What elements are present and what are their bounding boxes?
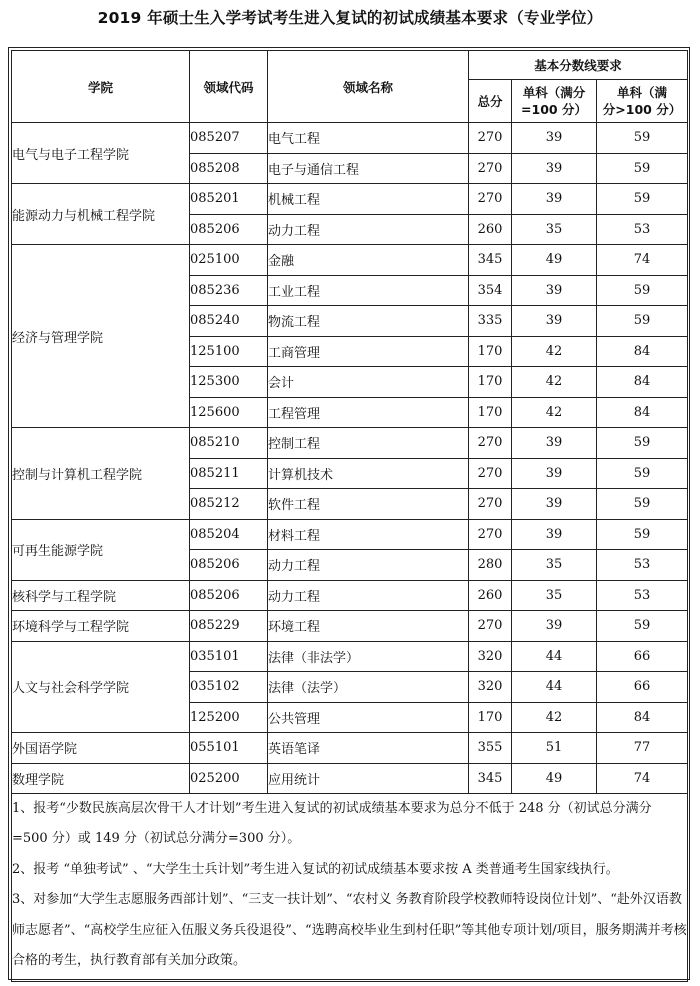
field-code-cell: 025200 xyxy=(190,763,268,794)
table-row xyxy=(12,123,688,154)
field-code-cell: 125100 xyxy=(190,336,268,367)
single-gt100-score-cell: 59 xyxy=(597,519,688,550)
single-gt100-score-cell: 59 xyxy=(597,489,688,520)
college-cell: 经济与管理学院 xyxy=(12,245,190,428)
college-cell: 核科学与工程学院 xyxy=(12,580,190,611)
total-score-cell: 170 xyxy=(469,702,512,733)
single-100-score-cell: 42 xyxy=(512,397,597,428)
table-row xyxy=(12,733,688,764)
single-gt100-score-cell: 84 xyxy=(597,336,688,367)
field-name-cell: 动力工程 xyxy=(268,550,469,581)
header-single-100-line1: 单科（满分 xyxy=(522,85,586,100)
total-score-cell: 354 xyxy=(469,275,512,306)
field-name-cell: 公共管理 xyxy=(268,702,469,733)
note-3: 3、对参加“大学生志愿服务西部计划”、“三支一扶计划”、“农村义 务教育阶段学校教师特设岗位计划”、“赴外汉语教师志愿者”、“高校学生应征入伍服义务兵役退役”、“选聘高校毕业生到村任职”等其他专项计划/项目，服务期满并考核合格的考生，执行教育部有关加分政策。 xyxy=(12,892,687,969)
single-100-score-cell: 39 xyxy=(512,519,597,550)
total-score-cell: 345 xyxy=(469,763,512,794)
field-code-cell: 085206 xyxy=(190,580,268,611)
single-gt100-score-cell: 84 xyxy=(597,702,688,733)
table-row xyxy=(12,763,688,794)
total-score-cell: 270 xyxy=(469,123,512,154)
total-score-cell: 335 xyxy=(469,306,512,337)
field-name-cell: 电气工程 xyxy=(268,123,469,154)
field-name-cell: 金融 xyxy=(268,245,469,276)
field-name-cell: 动力工程 xyxy=(268,214,469,245)
header-basic-score: 基本分数线要求 xyxy=(469,51,688,80)
field-name-cell: 计算机技术 xyxy=(268,458,469,489)
college-cell: 外国语学院 xyxy=(12,733,190,764)
field-code-cell: 085208 xyxy=(190,153,268,184)
field-name-cell: 工商管理 xyxy=(268,336,469,367)
field-name-cell: 英语笔译 xyxy=(268,733,469,764)
header-single-gt100-line1: 单科（满 xyxy=(617,85,668,100)
single-100-score-cell: 35 xyxy=(512,580,597,611)
single-100-score-cell: 39 xyxy=(512,489,597,520)
field-name-cell: 动力工程 xyxy=(268,580,469,611)
total-score-cell: 320 xyxy=(469,672,512,703)
total-score-cell: 270 xyxy=(469,489,512,520)
field-code-cell: 085201 xyxy=(190,184,268,215)
field-name-cell: 法律（非法学） xyxy=(268,641,469,672)
header-name: 领域名称 xyxy=(268,51,469,123)
field-name-cell: 材料工程 xyxy=(268,519,469,550)
single-gt100-score-cell: 53 xyxy=(597,580,688,611)
single-gt100-score-cell: 66 xyxy=(597,672,688,703)
college-cell: 控制与计算机工程学院 xyxy=(12,428,190,520)
single-100-score-cell: 35 xyxy=(512,214,597,245)
field-code-cell: 085207 xyxy=(190,123,268,154)
single-gt100-score-cell: 59 xyxy=(597,153,688,184)
total-score-cell: 320 xyxy=(469,641,512,672)
single-100-score-cell: 39 xyxy=(512,123,597,154)
field-code-cell: 035101 xyxy=(190,641,268,672)
single-gt100-score-cell: 59 xyxy=(597,458,688,489)
header-code: 领域代码 xyxy=(190,51,268,123)
college-cell: 能源动力与机械工程学院 xyxy=(12,184,190,245)
single-100-score-cell: 39 xyxy=(512,184,597,215)
table-body xyxy=(12,123,688,794)
table-row xyxy=(12,611,688,642)
total-score-cell: 260 xyxy=(469,214,512,245)
field-name-cell: 会计 xyxy=(268,367,469,398)
single-100-score-cell: 39 xyxy=(512,428,597,459)
field-code-cell: 055101 xyxy=(190,733,268,764)
field-name-cell: 应用统计 xyxy=(268,763,469,794)
total-score-cell: 345 xyxy=(469,245,512,276)
note-2: 2、报考 “单独考试” 、“大学生士兵计划”考生进入复试的初试成绩基本要求按 A 类普通考生国家线执行。 xyxy=(12,861,619,877)
header-single-100-line2: =100 分） xyxy=(521,102,587,117)
field-name-cell: 控制工程 xyxy=(268,428,469,459)
single-gt100-score-cell: 59 xyxy=(597,611,688,642)
total-score-cell: 170 xyxy=(469,367,512,398)
single-gt100-score-cell: 53 xyxy=(597,214,688,245)
field-name-cell: 工程管理 xyxy=(268,397,469,428)
notes-section xyxy=(12,794,688,982)
field-code-cell: 085212 xyxy=(190,489,268,520)
single-100-score-cell: 44 xyxy=(512,641,597,672)
note-1: 1、报考“少数民族高层次骨干人才计划”考生进入复试的初试成绩基本要求为总分不低于 248 分（初试总分满分=500 分）或 149 分（初试总分满分=300 分）。 xyxy=(12,801,652,847)
college-cell: 环境科学与工程学院 xyxy=(12,611,190,642)
table-row xyxy=(12,428,688,459)
field-code-cell: 085240 xyxy=(190,306,268,337)
header-single-gt100-line2: 分>100 分） xyxy=(602,102,682,117)
single-100-score-cell: 49 xyxy=(512,245,597,276)
field-code-cell: 085206 xyxy=(190,214,268,245)
single-100-score-cell: 35 xyxy=(512,550,597,581)
total-score-cell: 270 xyxy=(469,458,512,489)
field-code-cell: 085204 xyxy=(190,519,268,550)
total-score-cell: 170 xyxy=(469,336,512,367)
table-row xyxy=(12,245,688,276)
score-table xyxy=(11,50,688,982)
field-name-cell: 软件工程 xyxy=(268,489,469,520)
field-code-cell: 125600 xyxy=(190,397,268,428)
page-title: 2019 年硕士生入学考试考生进入复试的初试成绩基本要求（专业学位） xyxy=(97,9,603,27)
college-cell: 数理学院 xyxy=(12,763,190,794)
field-code-cell: 085206 xyxy=(190,550,268,581)
single-gt100-score-cell: 59 xyxy=(597,123,688,154)
single-gt100-score-cell: 66 xyxy=(597,641,688,672)
field-code-cell: 085229 xyxy=(190,611,268,642)
total-score-cell: 260 xyxy=(469,580,512,611)
field-name-cell: 机械工程 xyxy=(268,184,469,215)
single-gt100-score-cell: 59 xyxy=(597,275,688,306)
header-college: 学院 xyxy=(12,51,190,123)
field-code-cell: 085211 xyxy=(190,458,268,489)
single-gt100-score-cell: 59 xyxy=(597,306,688,337)
field-code-cell: 035102 xyxy=(190,672,268,703)
single-gt100-score-cell: 59 xyxy=(597,428,688,459)
table-row xyxy=(12,184,688,215)
field-code-cell: 085210 xyxy=(190,428,268,459)
single-gt100-score-cell: 74 xyxy=(597,245,688,276)
field-code-cell: 025100 xyxy=(190,245,268,276)
single-gt100-score-cell: 84 xyxy=(597,367,688,398)
single-100-score-cell: 42 xyxy=(512,336,597,367)
single-100-score-cell: 39 xyxy=(512,275,597,306)
field-name-cell: 电子与通信工程 xyxy=(268,153,469,184)
table-row xyxy=(12,580,688,611)
total-score-cell: 270 xyxy=(469,611,512,642)
single-100-score-cell: 39 xyxy=(512,611,597,642)
single-100-score-cell: 49 xyxy=(512,763,597,794)
field-code-cell: 085236 xyxy=(190,275,268,306)
header-total: 总分 xyxy=(469,80,512,123)
single-gt100-score-cell: 53 xyxy=(597,550,688,581)
single-100-score-cell: 42 xyxy=(512,702,597,733)
single-gt100-score-cell: 84 xyxy=(597,397,688,428)
college-cell: 可再生能源学院 xyxy=(12,519,190,580)
total-score-cell: 355 xyxy=(469,733,512,764)
field-name-cell: 环境工程 xyxy=(268,611,469,642)
college-cell: 电气与电子工程学院 xyxy=(12,123,190,184)
total-score-cell: 270 xyxy=(469,153,512,184)
total-score-cell: 280 xyxy=(469,550,512,581)
single-100-score-cell: 42 xyxy=(512,367,597,398)
single-gt100-score-cell: 74 xyxy=(597,763,688,794)
college-cell: 人文与社会科学学院 xyxy=(12,641,190,733)
table-row xyxy=(12,641,688,672)
total-score-cell: 270 xyxy=(469,428,512,459)
single-100-score-cell: 39 xyxy=(512,306,597,337)
single-100-score-cell: 44 xyxy=(512,672,597,703)
single-100-score-cell: 51 xyxy=(512,733,597,764)
total-score-cell: 170 xyxy=(469,397,512,428)
field-name-cell: 工业工程 xyxy=(268,275,469,306)
single-gt100-score-cell: 59 xyxy=(597,184,688,215)
total-score-cell: 270 xyxy=(469,519,512,550)
total-score-cell: 270 xyxy=(469,184,512,215)
field-name-cell: 法律（法学） xyxy=(268,672,469,703)
single-gt100-score-cell: 77 xyxy=(597,733,688,764)
header-single-100 xyxy=(512,80,597,123)
field-name-cell: 物流工程 xyxy=(268,306,469,337)
single-100-score-cell: 39 xyxy=(512,458,597,489)
field-code-cell: 125200 xyxy=(190,702,268,733)
header-single-gt100 xyxy=(597,80,688,123)
single-100-score-cell: 39 xyxy=(512,153,597,184)
field-code-cell: 125300 xyxy=(190,367,268,398)
table-row xyxy=(12,519,688,550)
